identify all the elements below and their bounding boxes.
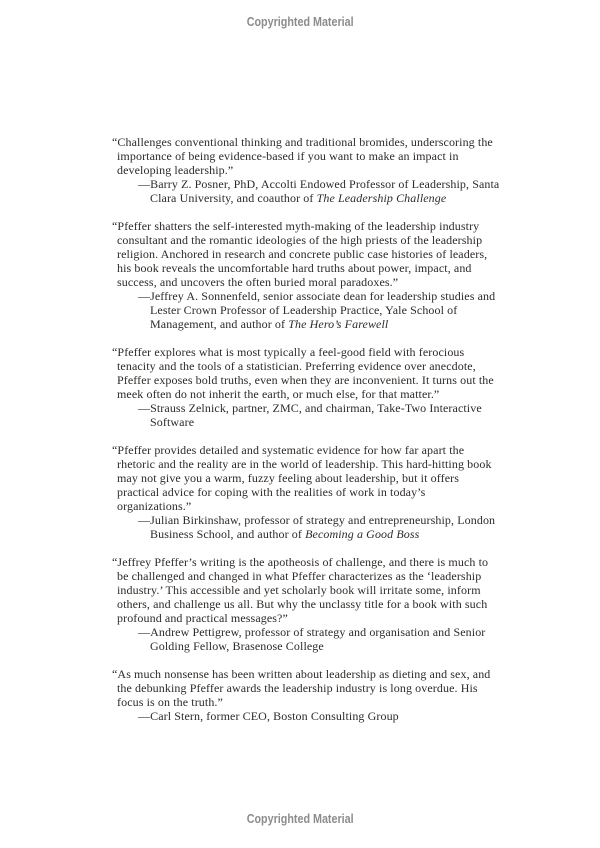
endorsement-attribution [112,513,500,541]
endorsement-quote: “Pfeffer provides detailed and systematic evidence for how far apart the rhetoric and the reality are in the world of leadership. This hard-hitting book may not give you a warm, fuzzy feeling about leadership, but it offers practical advice for coping with the realities of work in today’s organizations.” [112,443,492,513]
attribution-text: —Jeffrey A. Sonnenfeld, senior associate dean for leadership studies and Lester Crown Professor of Leadership Practice, Yale School of Management, and author of [138,289,496,331]
endorsement-3 [112,345,500,429]
endorsement-attribution [112,401,500,429]
endorsements-section [112,135,500,723]
attribution-book-title: The Leadership Challenge [316,191,447,205]
attribution-text: —Julian Birkinshaw, professor of strategy and entrepreneurship, London Business School, and author of [138,513,496,541]
attribution-text: —Strauss Zelnick, partner, ZMC, and chairman, Take-Two Interactive Software [138,401,482,429]
endorsement-1 [112,135,500,205]
attribution-text: —Barry Z. Posner, PhD, Accolti Endowed Professor of Leadership, Santa Clara University, and coauthor of [138,177,500,205]
endorsement-quote: “As much nonsense has been written about leadership as dieting and sex, and the debunking Pfeffer awards the leadership industry is long overdue. His focus is on the truth.” [112,667,491,709]
attribution-text: —Andrew Pettigrew, professor of strategy and organisation and Senior Golding Fellow, Brasenose College [138,625,486,653]
endorsement-attribution [112,289,500,331]
endorsement-quote: “Pfeffer shatters the self-interested myth-making of the leadership industry consultant and the romantic ideologies of the high priests of the leadership religion. Anchored in research and concrete public case histories of leaders, his book reveals the uncomfortable hard truths about power, impact, and success, and uncovers the often buried moral paradoxes.” [112,219,488,289]
copyright-notice-top-text: Copyrighted Material [246,15,354,29]
endorsement-5 [112,555,500,653]
copyright-notice-bottom-text: Copyrighted Material [246,812,354,826]
attribution-text: —Carl Stern, former CEO, Boston Consulting Group [138,709,399,723]
endorsement-2 [112,219,500,331]
endorsement-quote: “Pfeffer explores what is most typically a feel-good field with ferocious tenacity and the tools of a statistician. Preferring evidence over anecdote, Pfeffer exposes bold truths, even when they are inconvenient. It turns out the meek often do not inherit the earth, or much else, for that matter.” [112,345,494,401]
attribution-book-title: Becoming a Good Boss [305,527,420,541]
endorsement-quote: “Jeffrey Pfeffer’s writing is the apotheosis of challenge, and there is much to be challenged and changed in what Pfeffer characterizes as the ‘leadership industry.’ This accessible and yet scholarly book will irritate some, inform others, and challenge us all. But why the unclassy title for a book with such profound and practical messages?” [112,555,489,625]
endorsement-attribution [112,709,500,723]
attribution-book-title: The Hero’s Farewell [288,317,389,331]
copyright-notice-bottom [0,812,600,826]
endorsement-6 [112,667,500,723]
endorsement-attribution [112,625,500,653]
endorsement-4 [112,443,500,541]
endorsement-quote: “Challenges conventional thinking and traditional bromides, underscoring the importance of being evidence-based if you want to make an impact in developing leadership.” [112,135,493,177]
endorsement-attribution [112,177,500,205]
copyright-notice-top [0,15,600,29]
